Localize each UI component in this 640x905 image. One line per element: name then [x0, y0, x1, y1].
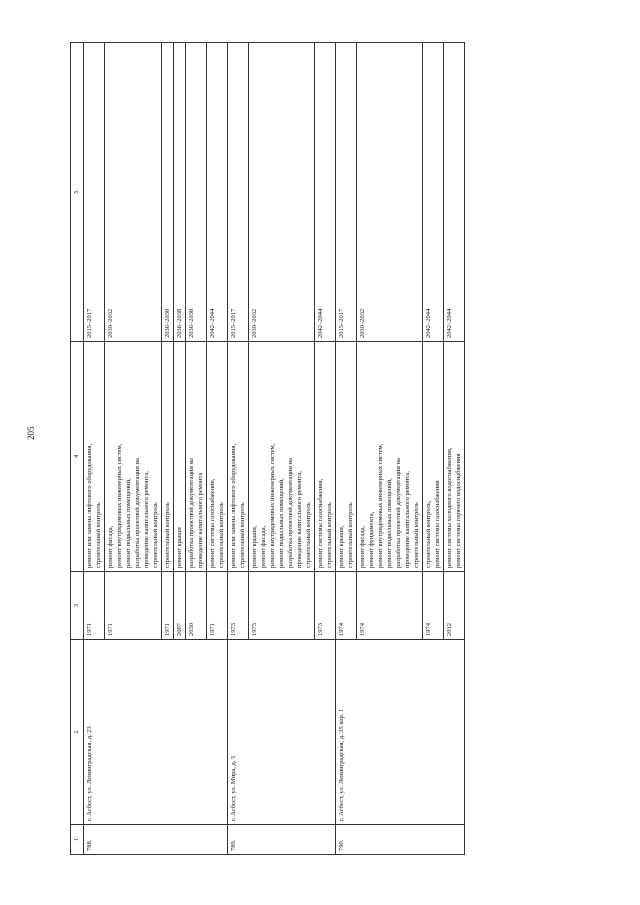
period-cell: 2015–2017 — [228, 43, 249, 342]
header-row — [71, 43, 84, 855]
work-cell: ремонт крыши — [174, 342, 186, 572]
rotated-page — [70, 43, 585, 855]
period-cell: 2042–2044 — [423, 43, 444, 342]
header-cell: 1 — [71, 825, 84, 855]
work-cell: ремонт системы газоснабжения, строительный контроль — [315, 342, 336, 572]
year-cell: 2007 — [174, 572, 186, 640]
row-number: 790. — [336, 825, 465, 855]
year-cell: 2030 — [186, 572, 207, 640]
table-row — [228, 43, 249, 855]
header-cell: 5 — [71, 43, 84, 342]
page-number: 205 — [26, 426, 36, 440]
period-cell: 2030–2032 — [249, 43, 315, 342]
work-cell: ремонт системы газоснабжения, строительный контроль — [207, 342, 228, 572]
year-cell: 1973 — [249, 572, 315, 640]
year-cell: 1971 — [84, 572, 105, 640]
header-cell: 2 — [71, 640, 84, 825]
year-cell: 1971 — [105, 572, 162, 640]
year-cell: 1974 — [423, 572, 444, 640]
period-cell: 2042–2044 — [315, 43, 336, 342]
period-cell: 2036–2038 — [174, 43, 186, 342]
year-cell: 1971 — [162, 572, 174, 640]
year-cell: 1973 — [315, 572, 336, 640]
work-cell: ремонт фасада, ремонт внутридомовых инженерных систем, ремонт подвальных помещений, разработка проектной документации на проведение капитального ремонта, строительный контроль — [105, 342, 162, 572]
address-cell: г. Асбест, ул. Ленинградская, д. 35 кор. 1 — [336, 640, 465, 825]
work-cell: строительный контроль — [162, 342, 174, 572]
period-cell: 2036–2038 — [186, 43, 207, 342]
year-cell: 1974 — [336, 572, 357, 640]
year-cell: 1971 — [207, 572, 228, 640]
year-cell: 1974 — [357, 572, 423, 640]
row-number: 788. — [84, 825, 228, 855]
period-cell: 2015–2017 — [336, 43, 357, 342]
row-number: 789. — [228, 825, 336, 855]
work-cell: ремонт фасада, ремонт фундамента, ремонт внутридомовых инженерных систем, ремонт подвальных помещений, разработка проектной документации на проведение капитального ремонта, строительный контроль — [357, 342, 423, 572]
work-cell: ремонт крыши, ремонт фасада, ремонт внутридомовых инженерных систем, ремонт подвальных помещений, разработка проектной документации на проведение капитального ремонта, строительный контроль — [249, 342, 315, 572]
address-cell: г. Асбест, ул. Мира, д. 5 — [228, 640, 336, 825]
work-cell: строительный контроль, ремонт системы газоснабжения — [423, 342, 444, 572]
period-cell: 2036–2038 — [162, 43, 174, 342]
period-cell: 2030–2032 — [105, 43, 162, 342]
table-row — [84, 43, 105, 855]
work-cell: ремонт системы холодного водоснабжения, ремонт системы горячего водоснабжения — [444, 342, 465, 572]
address-cell: г. Асбест, ул. Ленинградская, д. 23 — [84, 640, 228, 825]
table-row — [336, 43, 357, 855]
period-cell: 2030–2032 — [357, 43, 423, 342]
period-cell: 2015–2017 — [84, 43, 105, 342]
work-cell: ремонт или замена лифтового оборудования, строительный контроль — [84, 342, 105, 572]
work-cell: ремонт крыши, строительный контроль — [336, 342, 357, 572]
year-cell: 2012 — [444, 572, 465, 640]
capital-repair-table — [70, 42, 465, 855]
period-cell: 2042–2044 — [207, 43, 228, 342]
work-cell: ремонт или замена лифтового оборудования, строительный контроль — [228, 342, 249, 572]
year-cell: 1973 — [228, 572, 249, 640]
header-cell: 3 — [71, 572, 84, 640]
header-cell: 4 — [71, 342, 84, 572]
work-cell: разработка проектной документации на проведение капитального ремонта — [186, 342, 207, 572]
period-cell: 2042–2044 — [444, 43, 465, 342]
